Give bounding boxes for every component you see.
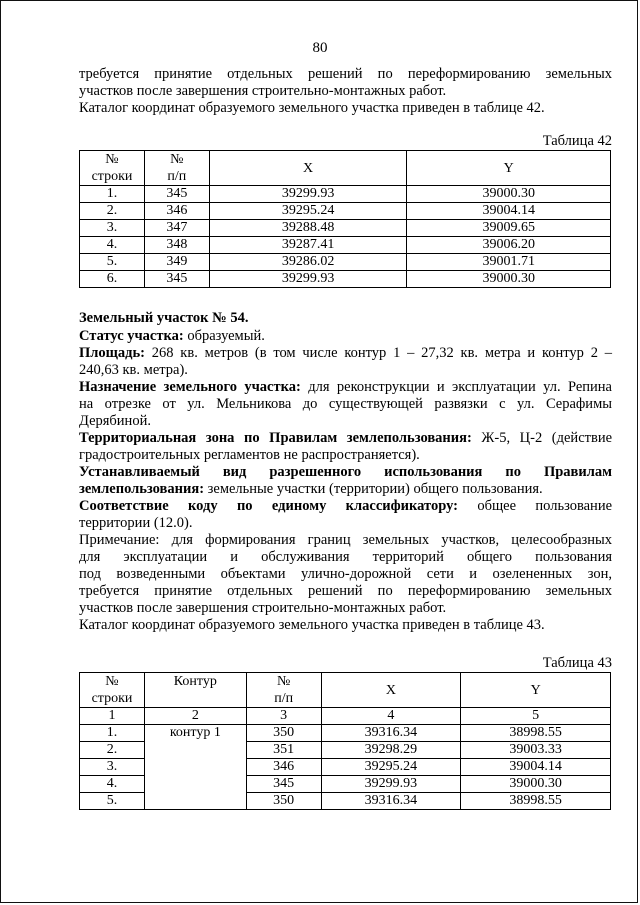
cell-y: 39001.71 xyxy=(407,254,611,271)
table-row xyxy=(80,271,611,288)
parcel-status: Статус участка: образуемый. xyxy=(79,328,265,344)
cell-row-number: 1. xyxy=(80,725,145,742)
cell-row-number: 5. xyxy=(80,793,145,810)
cell-point-number: 345 xyxy=(144,186,209,203)
table-row xyxy=(80,725,611,742)
col-number: 1 xyxy=(80,708,145,725)
header-x: X xyxy=(209,151,407,186)
col-number: 2 xyxy=(144,708,246,725)
cell-contour: контур 1 xyxy=(144,725,246,810)
parcel-area-cont: 240,63 кв. метра). xyxy=(79,362,188,378)
cell-y: 39000.30 xyxy=(407,271,611,288)
parcel-purpose-cont: на отрезке от ул. Мельникова до существующей развязки с ул. Серафимы xyxy=(79,396,612,412)
cell-x: 39286.02 xyxy=(209,254,407,271)
intro-paragraph xyxy=(79,66,612,117)
cell-x: 39316.34 xyxy=(321,793,461,810)
table-row xyxy=(80,254,611,271)
col-number: 3 xyxy=(246,708,321,725)
parcel-code: Соответствие коду по единому классификатору: общее пользование xyxy=(79,498,613,514)
table-42 xyxy=(79,150,611,288)
cell-y: 39000.30 xyxy=(407,186,611,203)
cell-y: 39000.30 xyxy=(461,776,611,793)
cell-x: 39298.29 xyxy=(321,742,461,759)
intro-line: требуется принятие отдельных решений по переформированию земельных xyxy=(79,66,612,82)
table-43 xyxy=(79,672,611,810)
cell-point-number: 346 xyxy=(144,203,209,220)
cell-x: 39295.24 xyxy=(321,759,461,776)
cell-point-number: 346 xyxy=(246,759,321,776)
cell-y: 38998.55 xyxy=(461,793,611,810)
cell-row-number: 2. xyxy=(80,203,145,220)
table43-caption: Таблица 43 xyxy=(542,655,612,671)
intro-catalog: Каталог координат образуемого земельного участка приведен в таблице 42. xyxy=(79,100,545,116)
cell-point-number: 348 xyxy=(144,237,209,254)
note-line: Примечание: для формирования границ земельных участков, целесообразных xyxy=(79,532,612,548)
note-line: участков после завершения строительно-монтажных работ. xyxy=(79,600,447,616)
table42-caption: Таблица 42 xyxy=(542,133,612,149)
cell-x: 39299.93 xyxy=(321,776,461,793)
cell-point-number: 345 xyxy=(144,271,209,288)
cell-point-number: 349 xyxy=(144,254,209,271)
col-number: 5 xyxy=(461,708,611,725)
cell-row-number: 6. xyxy=(80,271,145,288)
cell-y: 39004.14 xyxy=(407,203,611,220)
header-y: Y xyxy=(407,151,611,186)
header-contour: Контур xyxy=(144,673,246,708)
cell-x: 39299.93 xyxy=(209,186,407,203)
cell-x: 39299.93 xyxy=(209,271,407,288)
table-row xyxy=(80,186,611,203)
cell-x: 39288.48 xyxy=(209,220,407,237)
cell-row-number: 3. xyxy=(80,759,145,776)
cell-x: 39287.41 xyxy=(209,237,407,254)
cell-y: 38998.55 xyxy=(461,725,611,742)
table-row xyxy=(80,203,611,220)
note-line: требуется принятие отдельных решений по переформированию земельных xyxy=(79,583,612,599)
cell-row-number: 2. xyxy=(80,742,145,759)
parcel-purpose-cont: Дерябиной. xyxy=(79,413,151,429)
cell-point-number: 350 xyxy=(246,793,321,810)
cell-point-number: 350 xyxy=(246,725,321,742)
cell-x: 39316.34 xyxy=(321,725,461,742)
cell-y: 39006.20 xyxy=(407,237,611,254)
header-y: Y xyxy=(461,673,611,708)
header-row-number: № строки xyxy=(80,673,145,708)
cell-point-number: 345 xyxy=(246,776,321,793)
parcel-section xyxy=(79,310,612,634)
cell-x: 39295.24 xyxy=(209,203,407,220)
note-line: под возведенными объектами улично-дорожной сети и озелененных зон, xyxy=(79,566,612,582)
parcel-purpose: Назначение земельного участка: для реконструкции и эксплуатации ул. Репина xyxy=(79,379,612,395)
page-number: 80 xyxy=(312,40,328,56)
cell-row-number: 4. xyxy=(80,237,145,254)
cell-y: 39009.65 xyxy=(407,220,611,237)
cell-y: 39004.14 xyxy=(461,759,611,776)
header-row-number: № строки xyxy=(80,151,145,186)
header-point-number: № п/п xyxy=(144,151,209,186)
cell-point-number: 351 xyxy=(246,742,321,759)
table-row xyxy=(80,237,611,254)
table-header-row xyxy=(80,673,611,708)
parcel-use-label: Устанавливаемый вид разрешенного использования по Правилам xyxy=(79,464,612,480)
parcel-catalog: Каталог координат образуемого земельного участка приведен в таблице 43. xyxy=(79,617,545,633)
intro-line: участков после завершения строительно-монтажных работ. xyxy=(79,83,447,99)
cell-row-number: 4. xyxy=(80,776,145,793)
cell-point-number: 347 xyxy=(144,220,209,237)
parcel-zone-cont: градостроительных регламентов не распространяется). xyxy=(79,447,420,463)
table-header-row xyxy=(80,151,611,186)
table-numbering-row xyxy=(80,708,611,725)
note-line: для эксплуатации и обслуживания территорий общего пользования xyxy=(79,549,612,565)
col-number: 4 xyxy=(321,708,461,725)
header-x: X xyxy=(321,673,461,708)
cell-row-number: 1. xyxy=(80,186,145,203)
cell-y: 39003.33 xyxy=(461,742,611,759)
parcel-area: Площадь: 268 кв. метров (в том числе контур 1 – 27,32 кв. метра и контур 2 – xyxy=(79,345,612,361)
table-row xyxy=(80,220,611,237)
parcel-zone: Территориальная зона по Правилам землепользования: Ж-5, Ц-2 (действие xyxy=(79,430,613,446)
cell-row-number: 3. xyxy=(80,220,145,237)
header-point-number: № п/п xyxy=(246,673,321,708)
parcel-title: Земельный участок № 54. xyxy=(79,310,249,326)
parcel-use: землепользования: земельные участки (территории) общего пользования. xyxy=(79,481,543,497)
parcel-code-cont: территории (12.0). xyxy=(79,515,193,531)
cell-row-number: 5. xyxy=(80,254,145,271)
